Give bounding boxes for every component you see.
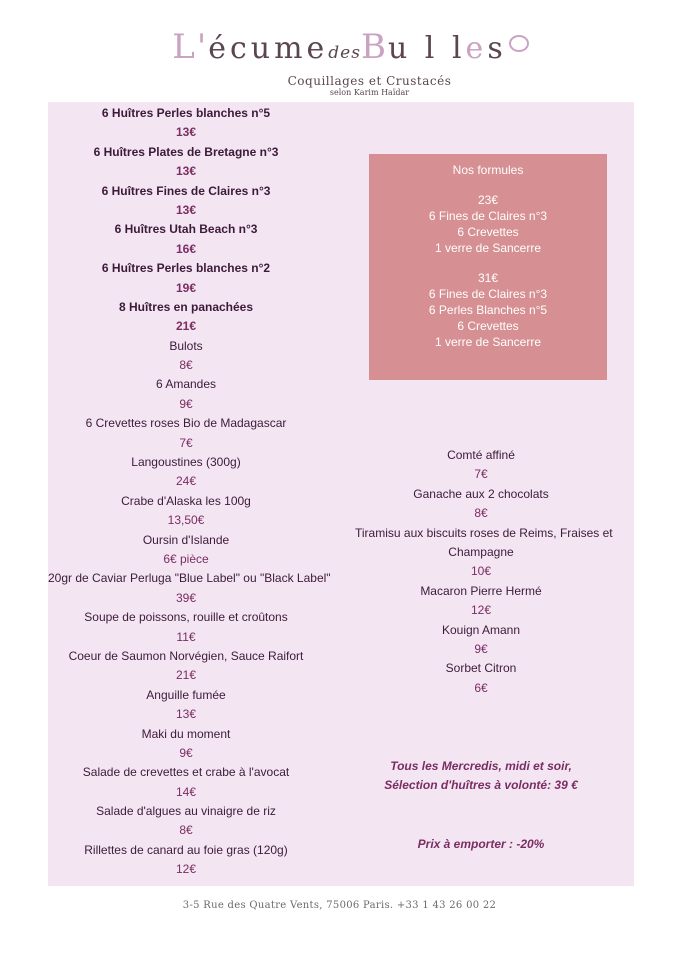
formule-price: 23€ (477, 193, 499, 207)
menu-item-name: Salade de crevettes et crabe à l'avocat (82, 765, 290, 780)
formules-box (369, 154, 607, 380)
menu-item-price: 19€ (175, 280, 197, 295)
dessert-item-price: 8€ (474, 506, 488, 521)
menu-item-name: 6 Crevettes roses Bio de Madagascar (85, 416, 287, 431)
menu-item-name: Bulots (169, 338, 203, 353)
logo-letter-b: B (360, 27, 388, 67)
dessert-item-name: Sorbet Citron (445, 661, 517, 676)
dessert-item-name: Comté affiné (447, 448, 515, 462)
menu-item-name: 6 Amandes (155, 377, 217, 392)
logo-word-ecume: écume (208, 31, 329, 66)
menu-item-name: Rillettes de canard au foie gras (120g) (84, 842, 288, 857)
dessert-item-name: Tiramisu aux biscuits roses de Reims, Fraises et (355, 525, 613, 540)
dessert-item-price: 10€ (470, 564, 492, 579)
menu-item-price: 21€ (175, 668, 197, 683)
menu-item-name: 8 Huîtres en panachées (118, 299, 254, 314)
logo-letter-l: L' (172, 27, 209, 67)
menu-item-name: Salade d'algues au vinaigre de riz (96, 804, 276, 819)
menu-item-price: 12€ (175, 862, 197, 877)
dessert-item-name: Kouign Amann (441, 622, 521, 637)
menu-item-name: Coeur de Saumon Norvégien, Sauce Raifort (68, 648, 304, 663)
dessert-item-price: 7€ (474, 467, 488, 482)
footer-address: 3-5 Rue des Quatre Vents, 75006 Paris. +33 1 43 26 00 22 (182, 900, 497, 911)
menu-item-price: 21€ (175, 319, 197, 334)
restaurant-header (0, 28, 679, 98)
formules-title: Nos formules (452, 163, 524, 177)
menu-item-name: Anguille fumée (146, 687, 226, 702)
formule-price: 31€ (477, 271, 499, 285)
promo-line-1: Tous les Mercredis, midi et soir, (390, 759, 572, 773)
menu-item-name: Langoustines (300g) (131, 455, 241, 470)
menu-item-price: 14€ (175, 784, 197, 799)
formule-line: 6 Fines de Claires n°3 (428, 209, 548, 223)
menu-item-name: 6 Huîtres Fines de Claires n°3 (101, 183, 271, 198)
menu-item-price: 13€ (175, 164, 197, 179)
menu-item-name: Oursin d'Islande (142, 532, 230, 547)
menu-item-price: 9€ (179, 745, 193, 760)
takeaway-promo: Prix à emporter : -20% (417, 837, 545, 851)
logo-word-ull: u l l (387, 31, 466, 66)
logo-letter-e: e (465, 31, 488, 66)
dessert-item-name: Ganache aux 2 chocolats (413, 486, 549, 501)
dessert-item-price: 12€ (470, 603, 492, 618)
menu-item-price: 7€ (179, 435, 193, 450)
formule-line: 1 verre de Sancerre (434, 241, 542, 255)
dessert-item-name: Macaron Pierre Hermé (420, 583, 542, 598)
menu-item-price: 13€ (175, 202, 197, 217)
formule-line: 6 Perles Blanches n°5 (428, 303, 548, 317)
menu-item-price: 6€ pièce (163, 551, 209, 566)
menu-item-name: 6 Huîtres Utah Beach n°3 (114, 222, 258, 237)
desserts-list (355, 446, 613, 698)
logo-letter-s: s (487, 31, 507, 66)
restaurant-logo (22, 28, 679, 72)
restaurant-tagline: selon Karim Haïdar (329, 88, 410, 97)
menu-item-name: 6 Huîtres Perles blanches n°2 (101, 261, 271, 276)
menu-item-price: 11€ (176, 629, 196, 644)
menu-item-price: 39€ (175, 590, 197, 605)
menu-item-price: 8€ (179, 358, 193, 373)
menu-item-name: 6 Huîtres Plates de Bretagne n°3 (93, 144, 279, 159)
dessert-item-price: 9€ (474, 641, 488, 656)
menu-item-price: 8€ (179, 823, 193, 838)
menu-item-name: Crabe d'Alaska les 100g (121, 493, 251, 508)
formule-line: 1 verre de Sancerre (434, 335, 542, 349)
menu-item-name: Maki du moment (141, 726, 231, 741)
menu-item-price: 24€ (175, 474, 197, 489)
menu-item-price: 9€ (179, 396, 193, 411)
formule-block (369, 192, 607, 256)
seafood-menu-list (48, 104, 331, 880)
dessert-item-name: Champagne (448, 544, 514, 559)
restaurant-subtitle: Coquillages et Crustacés (287, 74, 452, 88)
menu-item-price: 13,50€ (167, 513, 205, 528)
promo-line-2: Sélection d'huîtres à volonté: 39 € (384, 778, 578, 792)
menu-item-name: 20gr de Caviar Perluga "Blue Label" ou "Black Label" (48, 571, 331, 586)
menu-item-price: 13€ (175, 125, 197, 140)
formule-line: 6 Fines de Claires n°3 (428, 287, 548, 301)
dessert-item-price: 6€ (474, 680, 488, 695)
logo-word-des: des (328, 43, 361, 63)
formule-line: 6 Crevettes (457, 225, 519, 239)
bubble-icon (509, 35, 529, 52)
menu-item-name: Soupe de poissons, rouille et croûtons (84, 610, 288, 625)
menu-item-price: 16€ (175, 241, 197, 256)
menu-item-name: 6 Huîtres Perles blanches n°5 (101, 106, 271, 120)
menu-item-price: 13€ (175, 707, 197, 722)
formule-line: 6 Crevettes (457, 319, 519, 333)
wednesday-promo (355, 757, 607, 795)
formule-block (369, 270, 607, 350)
